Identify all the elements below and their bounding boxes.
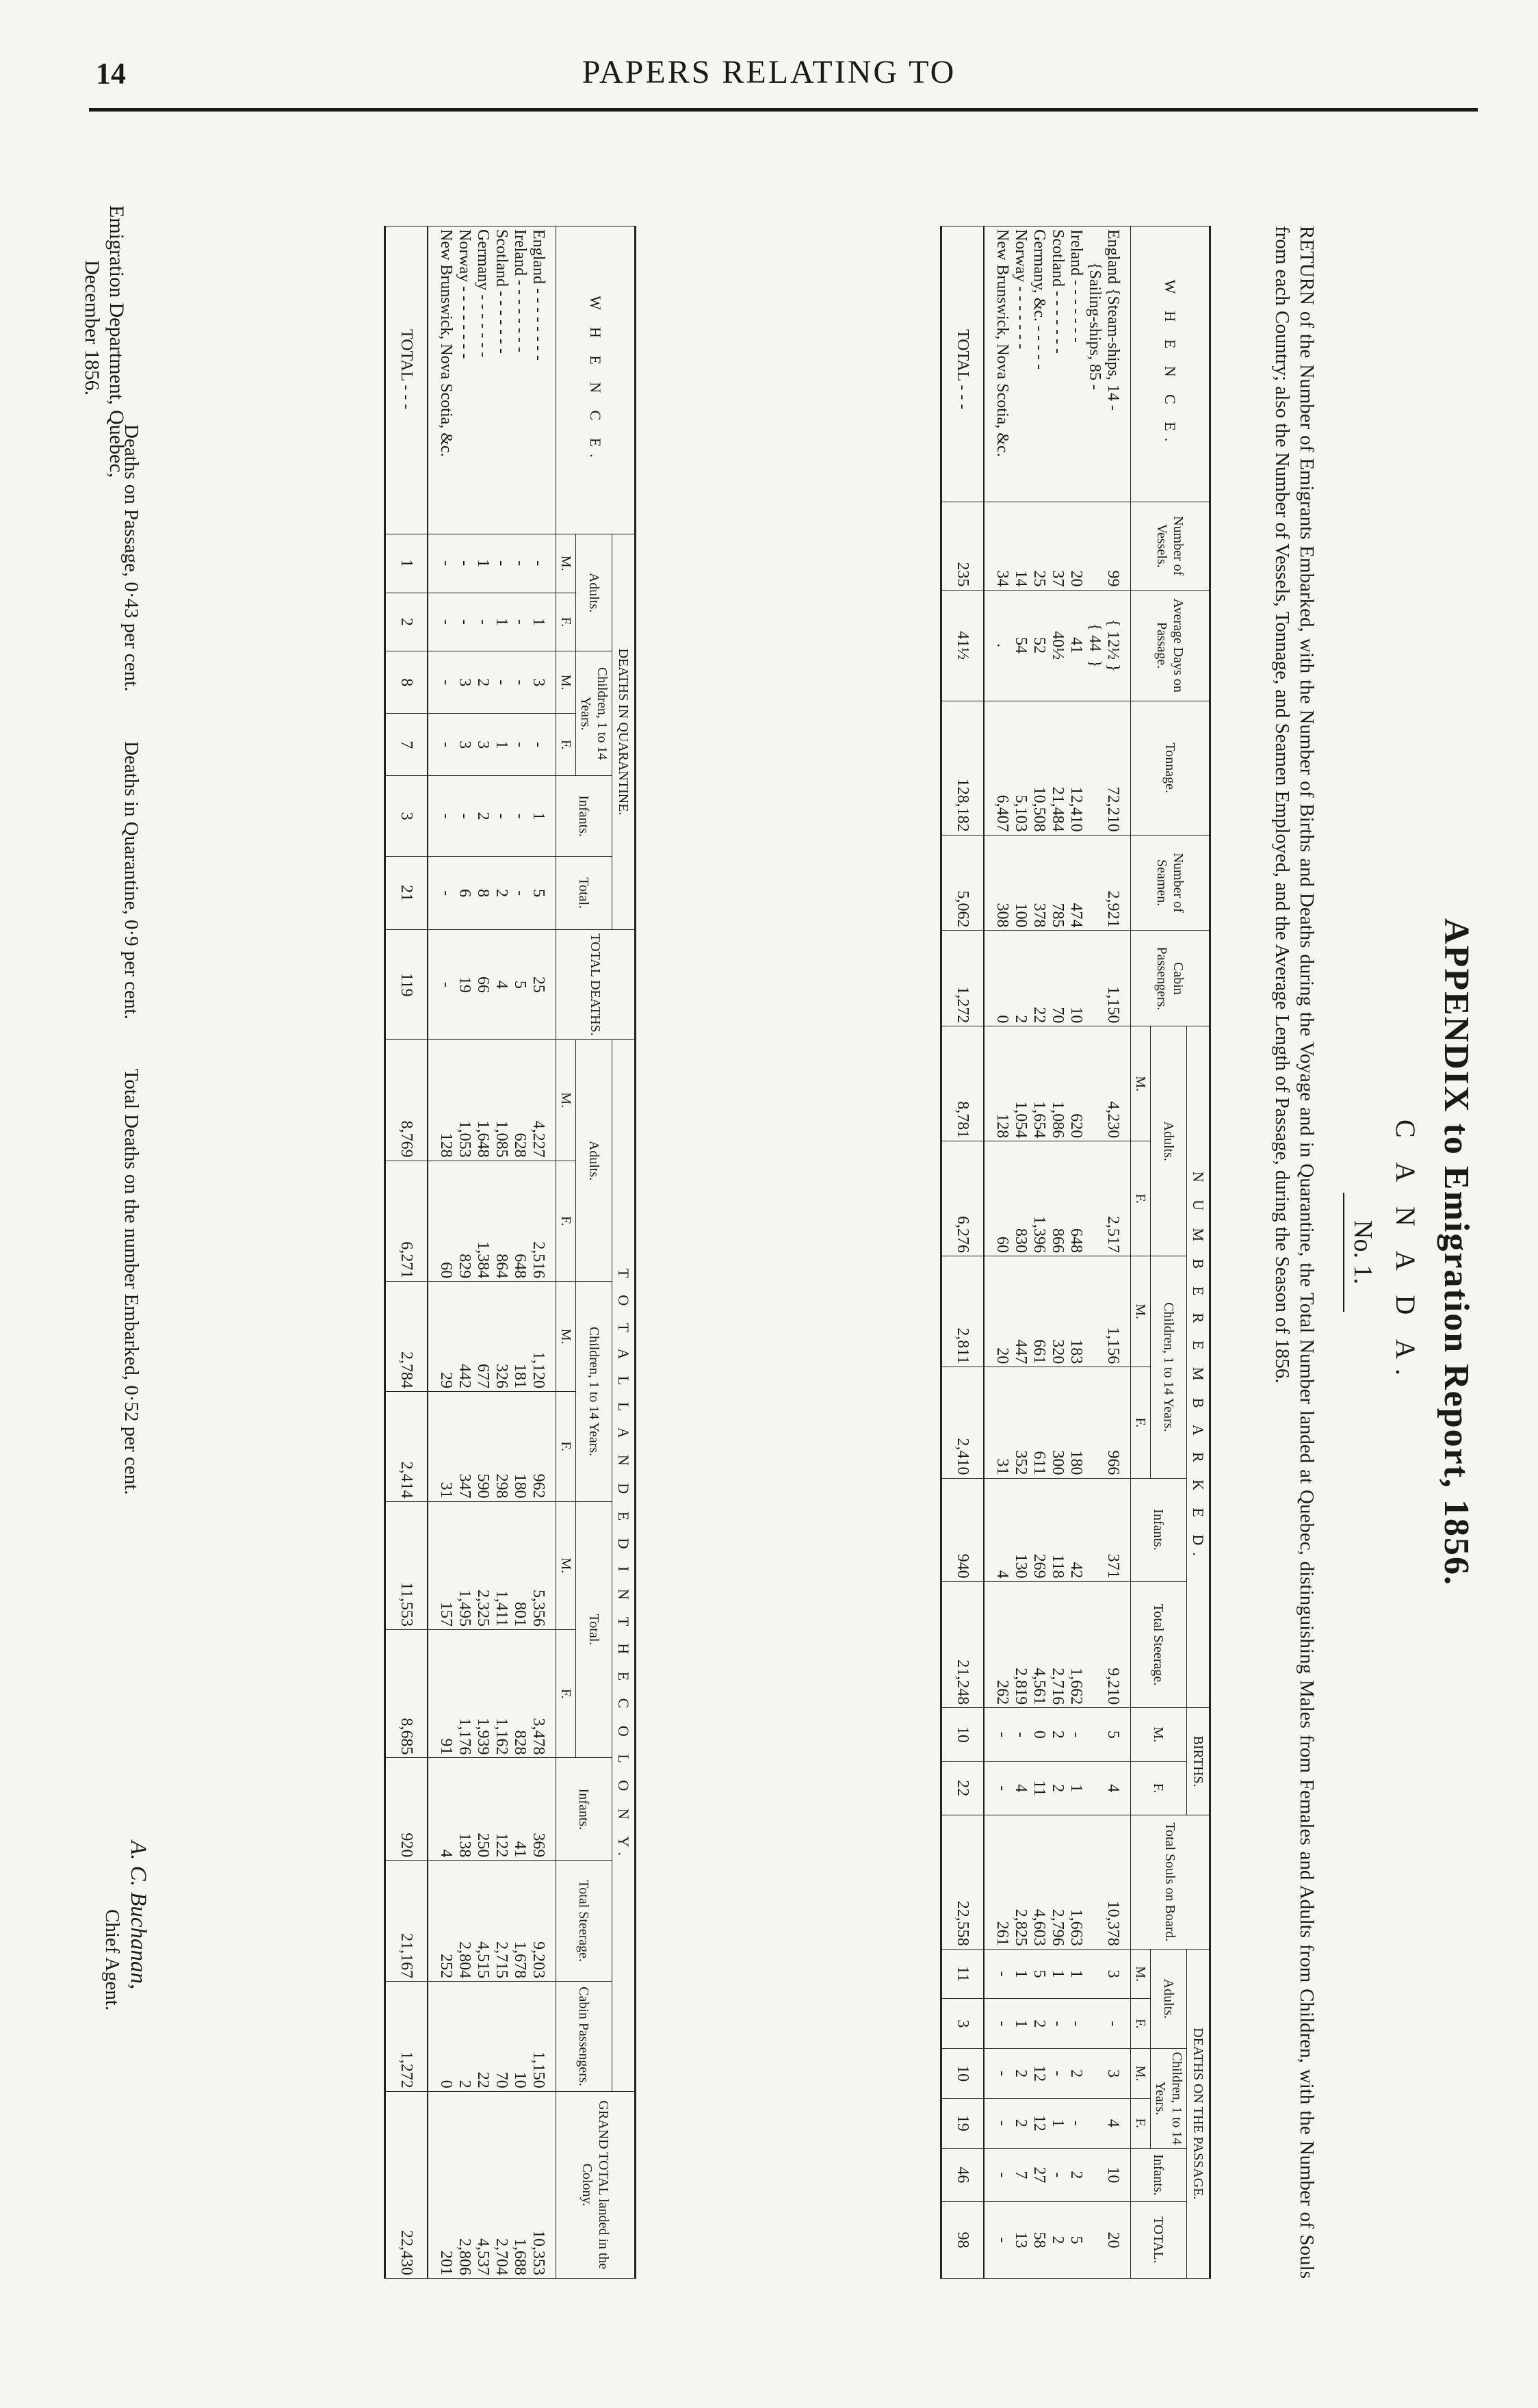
adult-m-header: M. <box>1131 1026 1151 1141</box>
q-total-header: Total. <box>556 857 612 930</box>
embarked-table <box>940 226 1211 2279</box>
total-q-total: 21 <box>385 857 428 930</box>
l-adult-f-column: 2,516 648 864 1,384 829 60 <box>428 1161 556 1282</box>
q-child-f-header: F. <box>556 714 576 776</box>
infants-header: Infants. <box>1131 1478 1187 1581</box>
tonnage-column: 72,210 12,410 21,484 10,508 5,103 6,407 <box>984 701 1131 835</box>
landed-table <box>384 226 636 2279</box>
births-m-column: 5 - 2 0 - - <box>984 1708 1131 1761</box>
signature-title: Chief Agent. <box>101 1909 123 2011</box>
deaths-quarantine-header: DEATHS IN QUARANTINE. <box>612 534 636 929</box>
total-cabin: 1,272 <box>941 931 985 1026</box>
child-m-header: M. <box>1131 1256 1151 1367</box>
l-child-f-column: 962 180 298 590 347 31 <box>428 1391 556 1501</box>
death-adults-header: Adults. <box>1151 1949 1187 2048</box>
total-seamen: 5,062 <box>941 835 985 931</box>
total-q-child-m: 8 <box>385 651 428 714</box>
table1-total-row <box>941 226 985 2279</box>
d-child-m-column: 3 2 - 12 2 - <box>984 2049 1131 2099</box>
vessels-header: Number of Vessels. <box>1131 502 1210 590</box>
whence2-header: W H E N C E. <box>556 226 636 534</box>
death-percentages: Deaths on Passage, 0·43 per cent. Deaths in Quarantine, 0·9 per cent. Total Deaths on the number Embarked, 0·52 per cent. <box>120 424 142 1495</box>
total-child-f: 2,410 <box>941 1367 985 1478</box>
q-children-header: Children, 1 to 14 Years. <box>576 651 612 776</box>
whence-header: W H E N C E. <box>1131 226 1210 502</box>
l-total-m-column: 5,356 801 1,411 2,325 1,495 157 <box>428 1501 556 1629</box>
q-adult-f-header: F. <box>556 593 576 651</box>
q-child-m-header: M. <box>556 651 576 714</box>
table2-total-row <box>385 226 428 2279</box>
grand-total-header: GRAND TOTAL landed in the Colony. <box>556 2091 636 2278</box>
l-child-m-column: 1,120 181 326 677 442 29 <box>428 1282 556 1392</box>
d-infants-column: 10 2 - 27 7 - <box>984 2148 1131 2201</box>
total-tonnage: 128,182 <box>941 701 985 835</box>
q-adult-m-header: M. <box>556 534 576 593</box>
total-days: 41½ <box>941 590 985 701</box>
l-infants-column: 369 41 122 250 138 4 <box>428 1758 556 1861</box>
children-header: Children, 1 to 14 Years. <box>1151 1256 1187 1479</box>
total-l-adult-m: 8,769 <box>385 1039 428 1161</box>
total-steerage: 21,248 <box>941 1581 985 1708</box>
q-adult-m-column: - - - 1 - - <box>428 534 556 593</box>
q-child-m-column: 3 - - 2 3 - <box>428 651 556 714</box>
total-child-m: 2,811 <box>941 1256 985 1367</box>
q-infants-column: 1 - - 2 - - <box>428 776 556 857</box>
total-l-child-f: 2,414 <box>385 1391 428 1501</box>
death-children-header: Children, 1 to 14 Years. <box>1151 2049 1187 2148</box>
l-total-m-header: M. <box>556 1501 576 1629</box>
l-adults-header: Adults. <box>576 1039 612 1281</box>
total-souls-header: Total Souls on Board. <box>1131 1815 1210 1949</box>
signature: A. C. Buchanan, <box>126 1841 151 1990</box>
total-births-f: 22 <box>941 1761 985 1815</box>
l-adult-m-column: 4,227 628 1,085 1,648 1,053 128 <box>428 1039 556 1161</box>
total-births-m: 10 <box>941 1708 985 1761</box>
d-adult-f-column: - - - 2 1 - <box>984 1999 1131 2049</box>
seamen-header: Number of Seamen. <box>1131 835 1210 931</box>
q-adult-f-column: 1 - 1 - - - <box>428 593 556 651</box>
d-adult-m-column: 3 1 1 5 1 - <box>984 1949 1131 1999</box>
running-title: PAPERS RELATING TO <box>582 54 956 90</box>
q-infants-header: Infants. <box>556 776 612 857</box>
total-total-deaths: 119 <box>385 930 428 1040</box>
l-cabin-header: Cabin Passengers. <box>556 1982 612 2092</box>
total-d-child-f: 19 <box>941 2098 985 2148</box>
steerage-column: 9,210 1,662 2,716 4,561 2,819 262 <box>984 1581 1131 1708</box>
d-child-f-column: 4 - 1 12 2 - <box>984 2098 1131 2148</box>
l-total-f-header: F. <box>556 1630 576 1758</box>
births-header: BIRTHS. <box>1187 1708 1210 1815</box>
total-vessels: 235 <box>941 502 985 590</box>
adult-f-header: F. <box>1131 1141 1151 1256</box>
page-number: 14 <box>96 57 126 90</box>
q-child-f-column: - - 1 3 3 - <box>428 714 556 776</box>
adult-m-column: 4,230 620 1,086 1,654 1,054 128 <box>984 1026 1131 1141</box>
births-f-column: 4 1 2 11 4 - <box>984 1761 1131 1815</box>
total-steerage-header: Total Steerage. <box>1131 1581 1187 1708</box>
child-m-column: 1,156 183 320 661 447 20 <box>984 1256 1131 1367</box>
l-steerage-column: 9,203 1,678 2,715 4,515 2,804 252 <box>428 1861 556 1982</box>
q-adults-header: Adults. <box>576 534 612 651</box>
deaths-passage-header: DEATHS ON THE PASSAGE. <box>1187 1949 1210 2278</box>
d-adult-f-header: F. <box>1131 1999 1151 2049</box>
total2-label: TOTAL - - - <box>385 226 428 534</box>
total-l-total-m: 11,553 <box>385 1501 428 1629</box>
total-label: TOTAL - - - <box>941 226 985 502</box>
total-grand: 22,430 <box>385 2091 428 2278</box>
total-d-total: 98 <box>941 2202 985 2279</box>
adults-header: Adults. <box>1151 1026 1187 1256</box>
whence-column: England {Steam-ships, 14 - {Sailing-ships, 85 - Ireland - - - - - - - Scotland - - - - - - - Germany, &c. - - - - - Norway - - - - - - - New Brunswick, Nova Scotia, &c. <box>984 226 1131 502</box>
days-column: { 12½ } { 44 } 41 40½ 52 54 . <box>984 590 1131 701</box>
total-q-adult-m: 1 <box>385 534 428 593</box>
total-q-child-f: 7 <box>385 714 428 776</box>
d-adult-m-header: M. <box>1131 1949 1151 1999</box>
l-children-header: Children, 1 to 14 Years. <box>576 1282 612 1501</box>
l-adult-m-header: M. <box>556 1039 576 1161</box>
births-f-header: F. <box>1131 1761 1187 1815</box>
souls-column: 10,378 1,663 2,796 4,603 2,825 261 <box>984 1815 1131 1949</box>
total-deaths-header: TOTAL DEATHS. <box>556 930 636 1040</box>
appendix-title: APPENDIX to Emigration Report, 1856. <box>1437 918 1476 1587</box>
d-total-column: 20 5 2 58 13 - <box>984 2202 1131 2279</box>
tonnage-header: Tonnage. <box>1131 701 1210 835</box>
total-l-child-m: 2,784 <box>385 1282 428 1392</box>
page-header <box>0 0 1538 120</box>
total-l-adult-f: 6,271 <box>385 1161 428 1282</box>
vessels-column: 99 20 37 25 14 34 <box>984 502 1131 590</box>
l-cabin-column: 1,150 10 70 22 2 0 <box>428 1982 556 2092</box>
rotated-page-body <box>81 130 1498 2374</box>
child-f-header: F. <box>1131 1367 1151 1478</box>
births-m-header: M. <box>1131 1708 1187 1761</box>
days-header: Average Days on Passage. <box>1131 590 1210 701</box>
place-line: Emigration Department, Quebec, <box>105 205 128 478</box>
table-number-text: No. 1. <box>1343 1193 1377 1312</box>
total-infants: 940 <box>941 1478 985 1581</box>
country-heading: C A N A D A. <box>1390 1119 1421 1386</box>
q-total-column: 5 - 2 8 6 - <box>428 857 556 930</box>
total-l-total-f: 8,685 <box>385 1630 428 1758</box>
l-child-m-header: M. <box>556 1282 576 1392</box>
total-d-infants: 46 <box>941 2148 985 2201</box>
table-caption: RETURN of the Number of Emigrants Embarked, with the Number of Births and Deaths during the Voyage and in Quarantine, the Total Number landed at Quebec, distinguishing Males from Females and Adults from Children, with the Number of Souls from each Country; also the Number of Vessels, Tonnage, and Seamen Employed, and the Average Length of Passage, during the Season of 1856. <box>1271 226 1318 2279</box>
cabin-header: Cabin Passengers. <box>1131 931 1210 1026</box>
total-d-child-m: 10 <box>941 2049 985 2099</box>
d-child-f-header: F. <box>1131 2098 1151 2148</box>
total-adult-f: 6,276 <box>941 1141 985 1256</box>
l-total-f-column: 3,478 828 1,162 1,939 1,176 91 <box>428 1630 556 1758</box>
death-total-header: TOTAL. <box>1131 2202 1187 2279</box>
seamen-column: 2,921 474 785 378 100 308 <box>984 835 1131 931</box>
l-total-header: Total. <box>576 1501 612 1758</box>
total-landed-header: T O T A L L A N D E D I N T H E C O L O N Y. <box>612 1039 636 2091</box>
l-steerage-header: Total Steerage. <box>556 1861 612 1982</box>
infants-column: 371 42 118 269 130 4 <box>984 1478 1131 1581</box>
header-rule <box>89 108 1478 112</box>
place-date <box>79 205 129 478</box>
total-deaths-column: 25 5 4 66 19 - <box>428 930 556 1040</box>
total-q-adult-f: 2 <box>385 593 428 651</box>
number-embarked-header: N U M B E R E M B A R K E D. <box>1187 1026 1210 1708</box>
total-souls: 22,558 <box>941 1815 985 1949</box>
l-infants-header: Infants. <box>556 1758 612 1861</box>
total-l-infants: 920 <box>385 1758 428 1861</box>
d-child-m-header: M. <box>1131 2049 1151 2099</box>
cabin-column: 1,150 10 70 22 2 0 <box>984 931 1131 1026</box>
total-l-cabin: 1,272 <box>385 1982 428 2092</box>
total-q-infants: 3 <box>385 776 428 857</box>
total-d-adult-f: 3 <box>941 1999 985 2049</box>
total-d-adult-m: 11 <box>941 1949 985 1999</box>
child-f-column: 966 180 300 611 352 31 <box>984 1367 1131 1478</box>
death-infants-header: Infants. <box>1131 2148 1187 2201</box>
date-line: December 1856. <box>81 260 103 396</box>
adult-f-column: 2,517 648 866 1,396 830 60 <box>984 1141 1131 1256</box>
l-adult-f-header: F. <box>556 1161 576 1282</box>
grand-total-column: 10,353 1,688 2,704 4,537 2,806 201 <box>428 2091 556 2278</box>
total-adult-m: 8,781 <box>941 1026 985 1141</box>
l-child-f-header: F. <box>556 1391 576 1501</box>
whence2-column: England - - - - - - - - Ireland - - - - - - - - Scotland - - - - - - - Germany - - - - - - - Norway - - - - - - - - New Brunswick, Nova Scotia, &c. <box>428 226 556 534</box>
total-l-steerage: 21,167 <box>385 1861 428 1982</box>
table-number <box>1348 130 1378 2374</box>
